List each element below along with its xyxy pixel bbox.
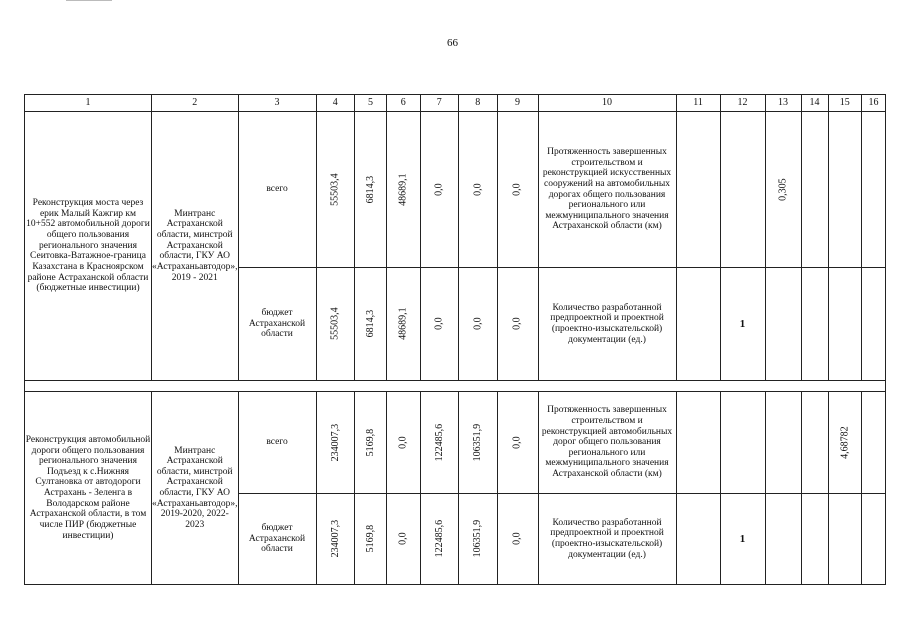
empty-cell bbox=[676, 112, 720, 268]
value-cell bbox=[387, 268, 421, 381]
program-table bbox=[24, 94, 886, 585]
target-cell bbox=[720, 494, 765, 585]
value-year4: 106351,9 bbox=[472, 520, 484, 558]
value-year1: 5169,8 bbox=[364, 525, 376, 553]
value-cell bbox=[316, 392, 355, 494]
value-cell bbox=[355, 392, 387, 494]
value-year3: 0,0 bbox=[433, 317, 445, 331]
value-year5: 0,0 bbox=[511, 532, 523, 546]
target-cell bbox=[720, 112, 765, 268]
empty-cell bbox=[862, 112, 886, 268]
header-cell: 4 bbox=[316, 95, 355, 112]
value-year1: 5169,8 bbox=[364, 428, 376, 457]
table-row bbox=[25, 392, 886, 494]
value-year4: 106351,9 bbox=[472, 423, 484, 462]
header-cell: 11 bbox=[676, 95, 720, 112]
empty-cell bbox=[801, 494, 828, 585]
funding-source: всего bbox=[238, 112, 316, 268]
empty-cell bbox=[676, 392, 720, 494]
value-cell bbox=[355, 112, 387, 268]
target-value: 1 bbox=[739, 532, 746, 545]
header-cell: 16 bbox=[862, 95, 886, 112]
target-cell bbox=[828, 494, 862, 585]
header-cell: 14 bbox=[801, 95, 828, 112]
value-cell bbox=[459, 494, 498, 585]
header-cell: 7 bbox=[420, 95, 459, 112]
value-year2: 48689,1 bbox=[397, 307, 409, 341]
value-cell bbox=[459, 268, 498, 381]
value-year5: 0,0 bbox=[511, 183, 523, 196]
value-total: 55503,4 bbox=[329, 307, 341, 341]
header-cell: 1 bbox=[25, 95, 152, 112]
value-cell bbox=[420, 392, 459, 494]
value-cell bbox=[316, 112, 355, 268]
target-value: 4,68782 bbox=[839, 426, 851, 459]
funding-source: всего bbox=[238, 392, 316, 494]
empty-cell bbox=[801, 392, 828, 494]
value-cell bbox=[387, 112, 421, 268]
table-row bbox=[25, 112, 886, 268]
target-cell bbox=[720, 268, 765, 381]
header-cell: 8 bbox=[459, 95, 498, 112]
value-total: 234007,3 bbox=[329, 520, 341, 558]
target-cell bbox=[828, 392, 862, 494]
empty-cell bbox=[862, 392, 886, 494]
value-cell bbox=[497, 494, 538, 585]
funding-source: бюджет Астраханской области bbox=[238, 494, 316, 585]
project-executor: Минтранс Астраханской области, минстрой Астраханской области, ГКУ АО «Астраханьавтодор», 2019-2020, 2022-2023 bbox=[152, 392, 239, 585]
target-cell bbox=[765, 112, 801, 268]
value-cell bbox=[387, 392, 421, 494]
target-cell bbox=[828, 112, 862, 268]
value-year3: 122485,6 bbox=[433, 423, 445, 462]
funding-source: бюджет Астраханской области bbox=[238, 268, 316, 381]
value-year4: 0,0 bbox=[472, 183, 484, 196]
empty-cell bbox=[676, 268, 720, 381]
column-number-row bbox=[25, 95, 886, 112]
value-cell bbox=[497, 392, 538, 494]
header-cell: 15 bbox=[828, 95, 862, 112]
header-cell: 13 bbox=[765, 95, 801, 112]
header-cell: 10 bbox=[538, 95, 676, 112]
target-cell bbox=[765, 494, 801, 585]
target-cell bbox=[720, 392, 765, 494]
value-year5: 0,0 bbox=[511, 317, 523, 331]
value-year3: 0,0 bbox=[433, 183, 445, 196]
value-year5: 0,0 bbox=[511, 436, 523, 449]
value-cell bbox=[316, 494, 355, 585]
value-cell bbox=[459, 112, 498, 268]
header-cell: 5 bbox=[355, 95, 387, 112]
value-year2: 0,0 bbox=[397, 532, 409, 546]
empty-cell bbox=[862, 268, 886, 381]
header-cell: 12 bbox=[720, 95, 765, 112]
target-cell bbox=[765, 268, 801, 381]
indicator-text: Протяженность завершенных строительством и реконструкцией искусственных сооружений на автомобильных дорогах общего пользования регионального или межмуниципального значения Астраханской области (км) bbox=[538, 112, 676, 268]
value-year1: 6814,3 bbox=[364, 175, 376, 204]
value-cell bbox=[497, 268, 538, 381]
value-year4: 0,0 bbox=[472, 317, 484, 331]
indicator-text: Протяженность завершенных строительством и реконструкцией автомобильных дорог общего пользования регионального или межмуниципального значения Астраханской области (км) bbox=[538, 392, 676, 494]
value-cell bbox=[459, 392, 498, 494]
empty-cell bbox=[862, 494, 886, 585]
project-name: Реконструкция моста через ерик Малый Кажгир км 10+552 автомобильной дороги общего пользования регионального значения Сеитовка-Ватажное-граница Казахстана в Красноярском районе Астраханской области (бюджетные инвестиции) bbox=[25, 112, 152, 381]
header-cell: 9 bbox=[497, 95, 538, 112]
empty-cell bbox=[801, 268, 828, 381]
value-year1: 6814,3 bbox=[364, 310, 376, 338]
value-year2: 48689,1 bbox=[397, 173, 409, 206]
indicator-text: Количество разработанной предпроектной и проектной (проектно-изыскательской) документации (ед.) bbox=[538, 268, 676, 381]
value-cell bbox=[420, 268, 459, 381]
value-cell bbox=[497, 112, 538, 268]
indicator-text: Количество разработанной предпроектной и проектной (проектно-изыскательской) документации (ед.) bbox=[538, 494, 676, 585]
empty-cell bbox=[676, 494, 720, 585]
value-year2: 0,0 bbox=[397, 436, 409, 449]
value-cell bbox=[420, 494, 459, 585]
header-cell: 3 bbox=[238, 95, 316, 112]
value-cell bbox=[355, 268, 387, 381]
value-cell bbox=[420, 112, 459, 268]
value-year3: 122485,6 bbox=[433, 520, 445, 558]
target-cell bbox=[765, 392, 801, 494]
target-cell bbox=[828, 268, 862, 381]
empty-cell bbox=[801, 112, 828, 268]
value-cell bbox=[316, 268, 355, 381]
header-cell: 2 bbox=[152, 95, 239, 112]
value-total: 55503,4 bbox=[329, 173, 341, 206]
target-value: 1 bbox=[739, 317, 746, 330]
project-executor: Минтранс Астраханской области, минстрой Астраханской области, ГКУ АО «Астраханьавтодор», 2019 - 2021 bbox=[152, 112, 239, 381]
page-number: 66 bbox=[447, 37, 458, 49]
value-cell bbox=[355, 494, 387, 585]
header-cell: 6 bbox=[387, 95, 421, 112]
section-gap bbox=[25, 381, 886, 392]
top-edge-mark bbox=[66, 0, 112, 1]
value-cell bbox=[387, 494, 421, 585]
value-total: 234007,3 bbox=[329, 423, 341, 462]
project-name: Реконструкция автомобильной дороги общего пользования регионального значения Подъезд к с.Нижняя Султановка от автодороги Астрахань - Зеленга в Володарском районе Астраханской области, в том числе ПИР (бюджетные инвестиции) bbox=[25, 392, 152, 585]
target-value: 0,305 bbox=[777, 178, 789, 201]
